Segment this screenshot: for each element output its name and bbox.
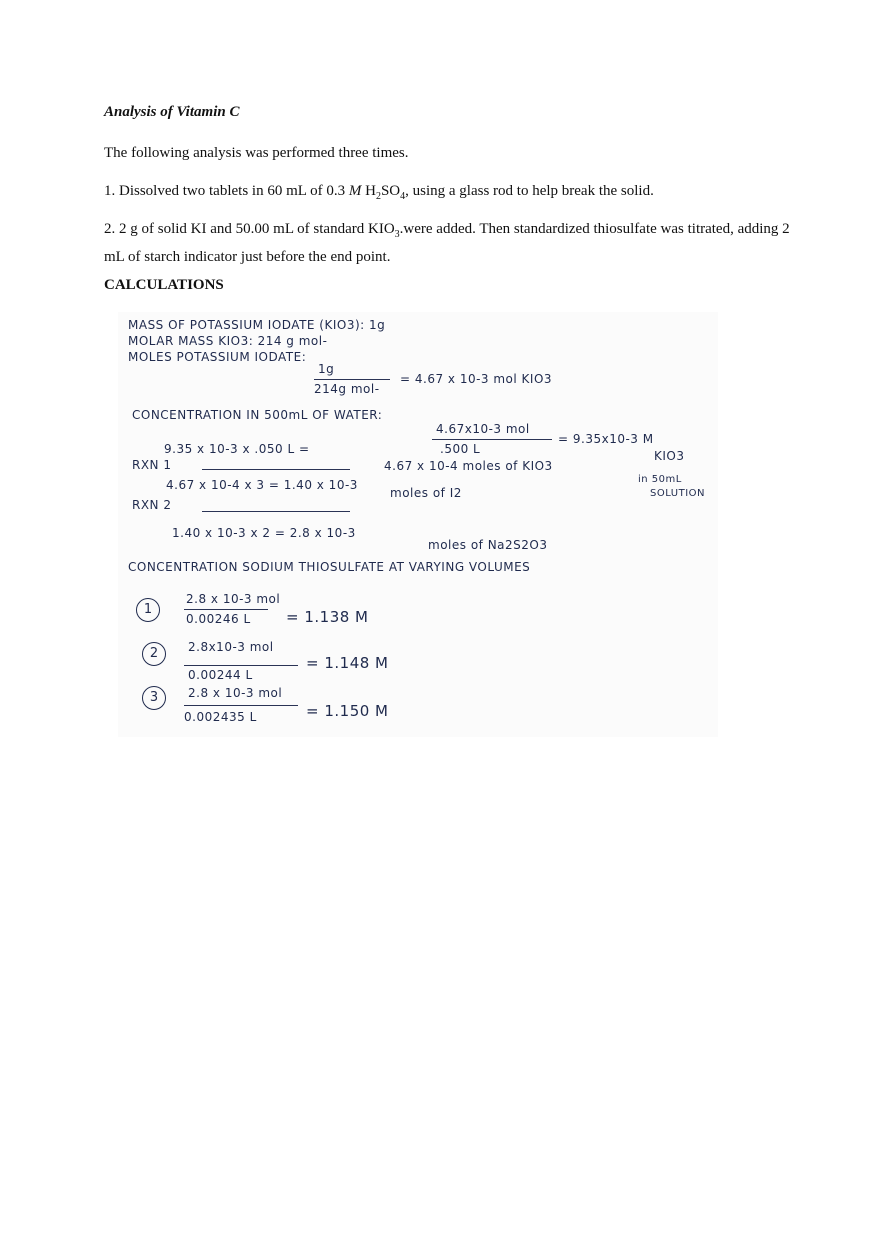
note-solution: SOLUTION xyxy=(650,488,706,499)
trial-2-denominator: 0.00244 L xyxy=(188,668,253,682)
document-title: Analysis of Vitamin C xyxy=(104,104,240,120)
trial-1-numerator: 2.8 x 10-3 mol xyxy=(186,592,281,606)
moles-numerator: 1g xyxy=(318,362,335,376)
trial-3-denominator: 0.002435 L xyxy=(184,710,257,724)
trial-1-result: = 1.138 M xyxy=(286,608,369,626)
handwritten-calculations-image xyxy=(118,312,718,737)
reaction-1-label: RXN 1 xyxy=(132,458,172,472)
moles-result: = 4.67 x 10-3 mol KIO3 xyxy=(400,372,553,386)
varying-volumes-label: CONCENTRATION SODIUM THIOSULFATE AT VARYING VOLUMES xyxy=(128,560,531,574)
moles-kio3-result: 4.67 x 10-4 moles of KIO3 xyxy=(384,459,553,473)
trial-2-result: = 1.148 M xyxy=(306,654,389,672)
concentration-denominator: .500 L xyxy=(440,442,481,456)
molar-mass-line: MOLAR MASS KIO3: 214 g mol- xyxy=(128,334,328,348)
note-50ml: in 50mL xyxy=(638,474,682,485)
step-calc-line: 9.35 x 10-3 x .050 L = xyxy=(164,442,310,456)
thiosulfate-calc-line: 1.40 x 10-3 x 2 = 2.8 x 10-3 xyxy=(172,526,356,540)
trial-1-denominator: 0.00246 L xyxy=(186,612,251,626)
step-2-text: 2. 2 g of solid KI and 50.00 mL of standard $KIO_3.were$ added. Then standardized thiosulfate was titrated, adding 2 mL of starch indicator just before the end point. xyxy=(104,221,790,265)
mass-line: MASS OF POTASSIUM IODATE (KIO3): 1g xyxy=(128,318,386,332)
thiosulfate-moles-result: moles of Na2S2O3 xyxy=(428,538,548,552)
iodine-calc-line: 4.67 x 10-4 x 3 = 1.40 x 10-3 xyxy=(166,478,358,492)
trial-3-numerator: 2.8 x 10-3 mol xyxy=(188,686,283,700)
reaction-2-label: RXN 2 xyxy=(132,498,172,512)
calculations-heading: CALCULATIONS xyxy=(104,277,224,293)
concentration-numerator: 4.67x10-3 mol xyxy=(436,422,530,436)
trial-3-result: = 1.150 M xyxy=(306,702,389,720)
trial-3-marker: 3 xyxy=(142,686,166,710)
concentration-kio3: KIO3 xyxy=(654,449,685,463)
iodine-result: moles of I2 xyxy=(390,486,462,500)
step-1-text: 1. Dissolved two tablets in 60 mL of 0.3 M $H_2SO_4$, using a glass rod to help break the solid. xyxy=(104,183,654,202)
trial-1-marker: 1 xyxy=(136,598,160,622)
concentration-label: CONCENTRATION IN 500mL OF WATER: xyxy=(132,408,383,422)
trial-2-marker: 2 xyxy=(142,642,166,666)
moles-label: MOLES POTASSIUM IODATE: xyxy=(128,350,307,364)
concentration-result: = 9.35x10-3 M xyxy=(558,432,654,446)
intro-text: The following analysis was performed three times. xyxy=(104,145,409,161)
trial-2-numerator: 2.8x10-3 mol xyxy=(188,640,274,654)
moles-denominator: 214g mol- xyxy=(314,382,380,396)
